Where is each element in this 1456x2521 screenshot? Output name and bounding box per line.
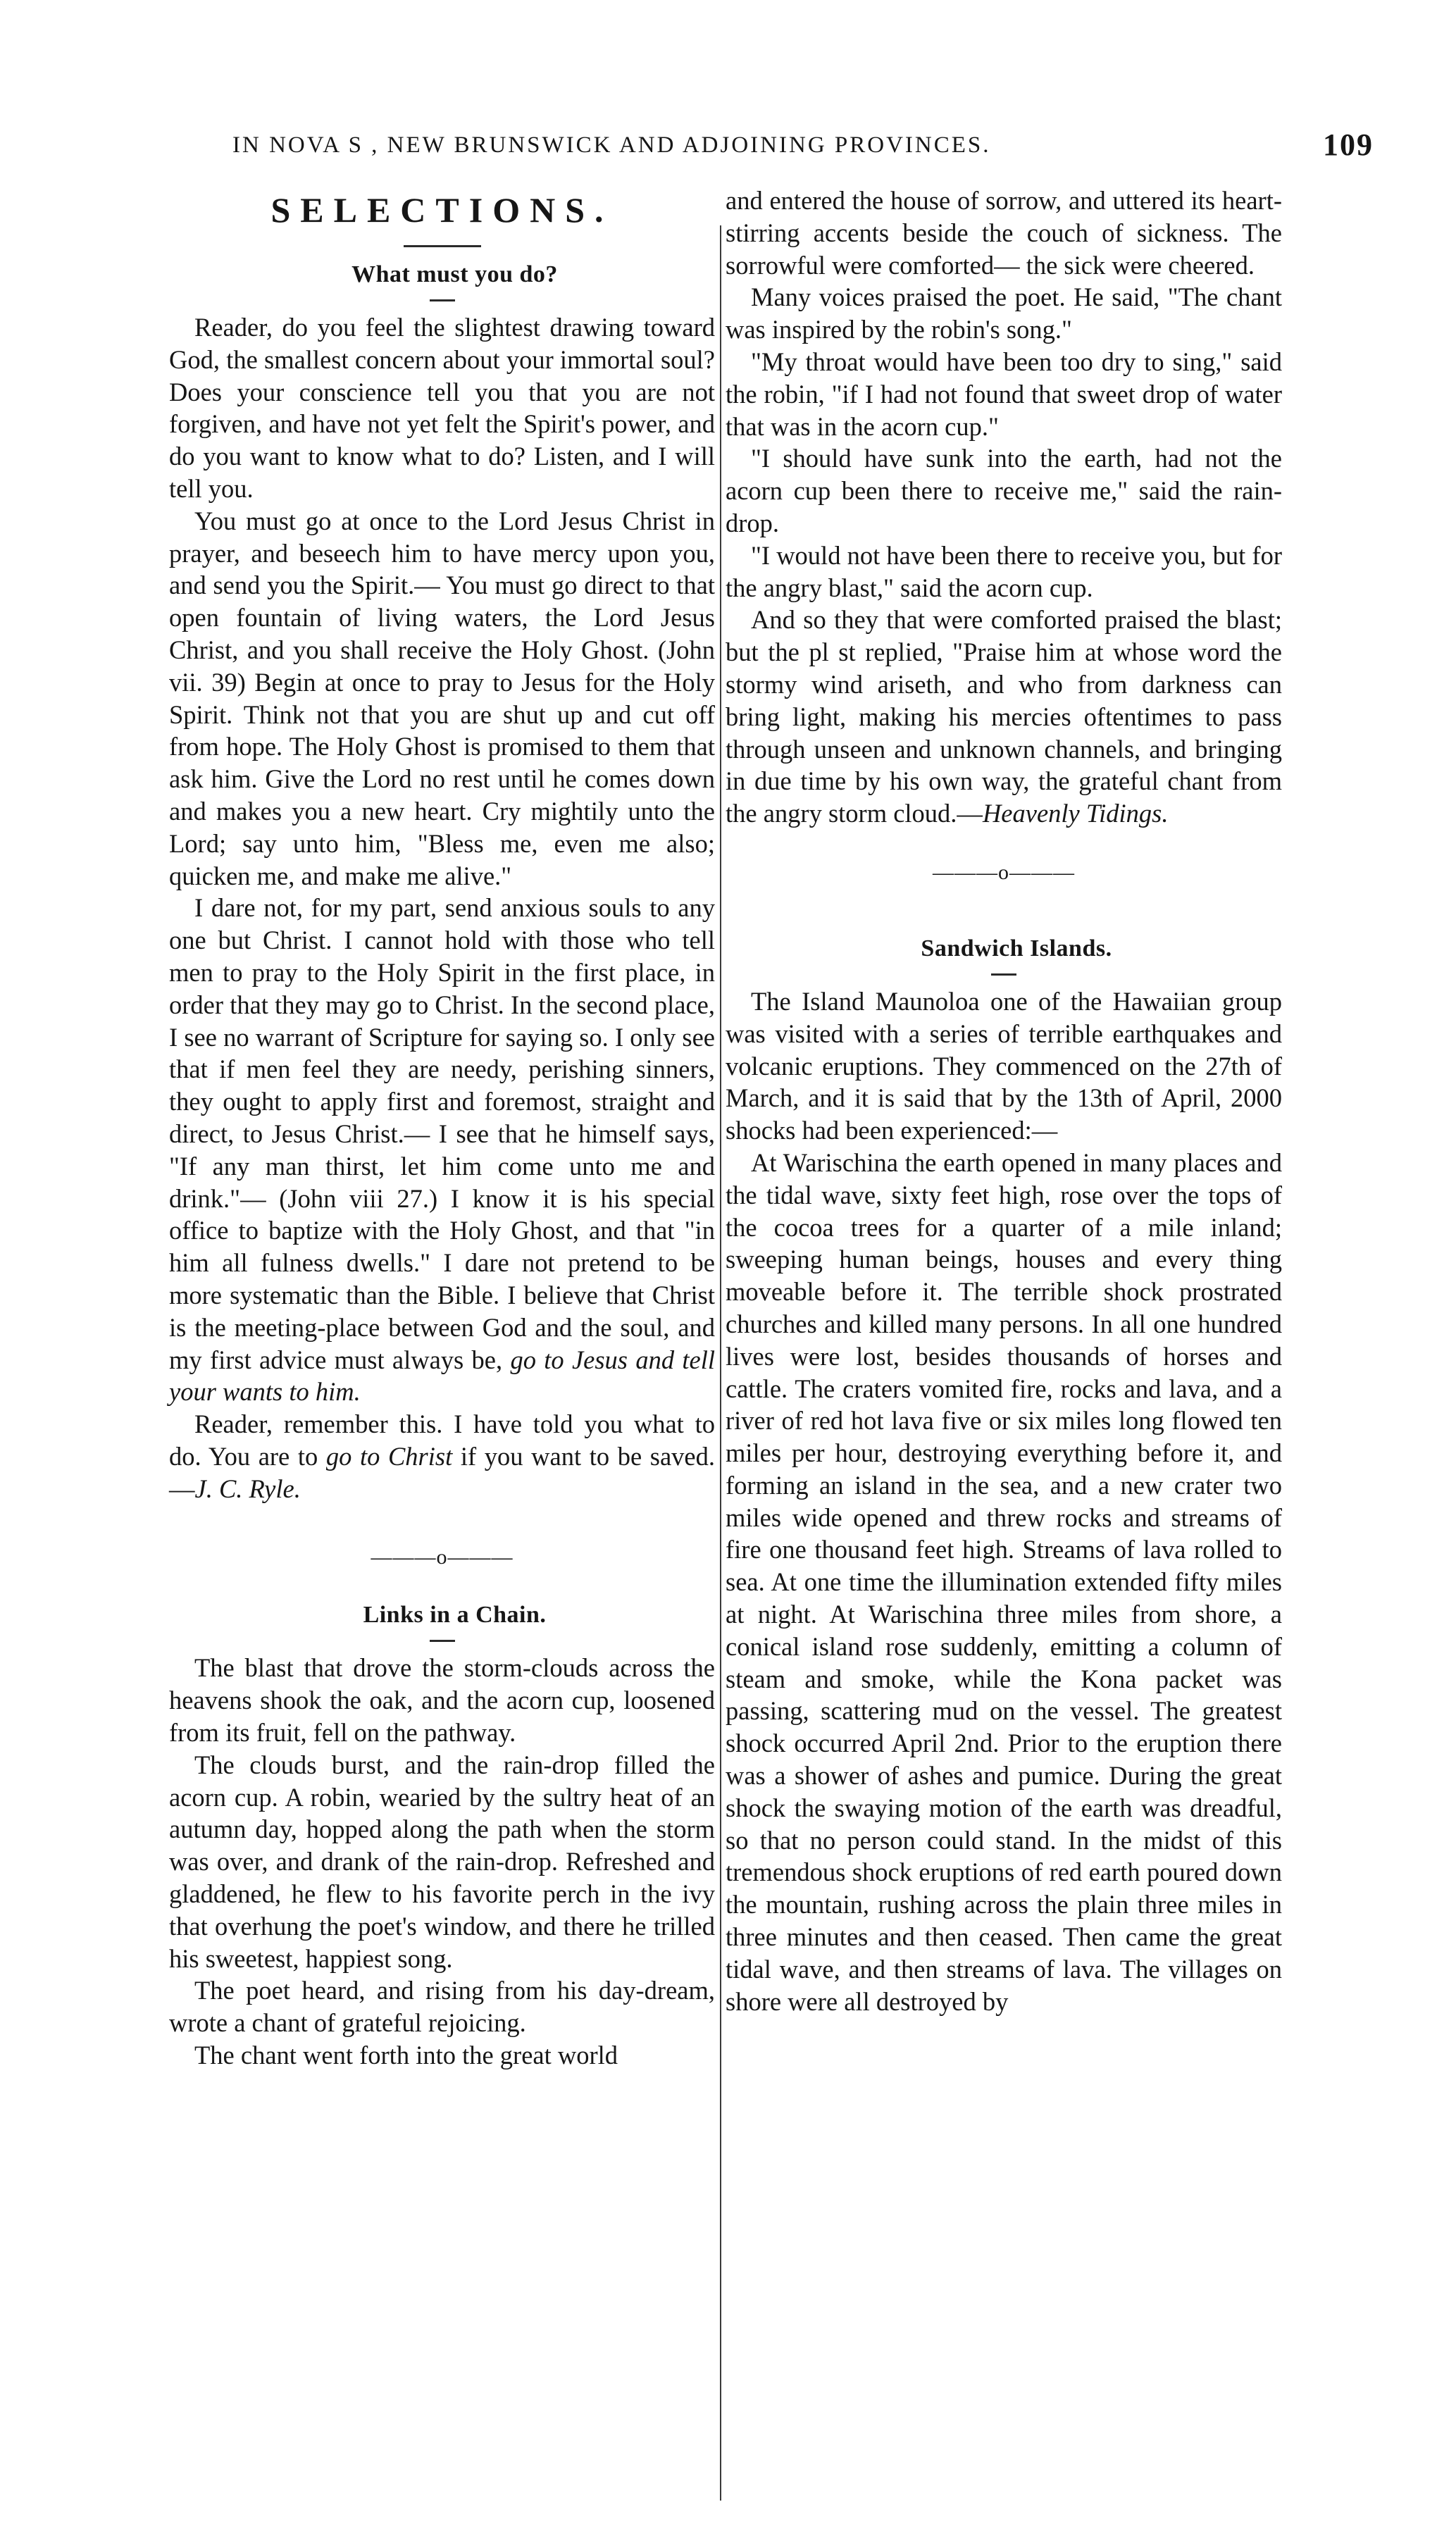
article-paragraph: "My throat would have been too dry to sing," said the robin, "if I had not found that sweet drop of water that was in the acorn cup." — [726, 347, 1282, 441]
article-paragraph: At Warischina the earth opened in many places and the tidal wave, sixty feet high, rose over the tops of the cocoa trees for a quarter of a mile inland; sweeping human beings, houses and every thing moveable before it. The terrible shock prostrated churches and killed many persons. In all one hundred lives were lost, besides thousands of horses and cattle. The craters vomited fire, rocks and lava, and a river of red hot lava five or six miles long flowed ten miles per hour, destroying everything before it, and forming an island in the sea, and a new crater two miles wide opened and threw rocks and streams of fire one thousand feet high. Streams of lava rolled to sea. At one time the illumination extended fifty miles at night. At Warischina three miles from shore, a conical island rose suddenly, emitting a column of steam and smoke, while the Kona packet was passing, scattering mud on the vessel. The greatest shock occurred April 2nd. Prior to the eruption there was a shower of ashes and pumice. During the great shock the swaying motion of the earth was dreadful, so that no person could stand. In the midst of this tremendous shock eruptions of red earth poured down the mountain, rushing across the plain three miles in three minutes and then ceased. Then came the great tidal wave, and then streams of lava. The villages on shore were all destroyed by — [726, 1147, 1282, 2016]
article-signature: Heavenly Tidings. — [982, 799, 1169, 828]
article-title-sandwich-islands: Sandwich Islands. — [921, 935, 1112, 961]
article-paragraph — [726, 604, 1282, 830]
left-column — [169, 185, 715, 2072]
article-paragraph — [169, 892, 715, 1408]
article-paragraph: You must go at once to the Lord Jesus Christ in prayer, and beseech him to have mercy upon you, and send you the Spirit.— You must go direct to that open fountain of living waters, the Lord Jesus Christ, and you shall receive the Holy Ghost. (John vii. 39) Begin at once to pray to Jesus for the Holy Spirit. Think not that you are shut up and cut off from hope. The Holy Ghost is promised to them that ask him. Give the Lord no rest until he comes down and makes you a new heart. Cry mightily unto the Lord; say unto him, "Bless me, even me also; quicken me, and make me alive." — [169, 506, 715, 890]
article-paragraph — [169, 1408, 715, 1505]
article-paragraph: The Island Maunoloa one of the Hawaiian group was visited with a series of terrible earthquakes and volcanic eruptions. They commenced on the 27th of March, and it is said that by the 13th of April, 2000 shocks had been experienced:— — [726, 986, 1282, 1145]
article-paragraph: The chant went forth into the great world — [194, 2041, 618, 2070]
article-paragraph: Many voices praised the poet. He said, "The chant was inspired by the robin's song." — [726, 282, 1282, 344]
title-rule — [430, 1640, 455, 1642]
running-head — [232, 127, 1374, 169]
italic-emphasis: go to Jesus and tell your wants to him. — [169, 1345, 716, 1407]
section-title: SELECTIONS. — [270, 190, 614, 230]
paragraph-text: I dare not, for my part, send anxious souls to any one but Christ. I cannot hold with those who tell men to pray to the Holy Spirit in the first place, in order that they may go to Christ. In the second place, I see no warrant of Scripture for saying so. I only see that if men feel they are needy, perishing sinners, they ought to apply first and foremost, straight and direct, to Jesus Christ.— I see that he himself says, "If any man thirst, let him come unto me and drink."— (John viii 27.) I know it is his special office to baptize with the Holy Ghost, and that "in him all fulness dwells." I dare not pretend to be more systematic than the Bible. I believe that Christ is the meeting-place between God and the soul, and my first advice must always be, — [169, 893, 715, 1374]
article-paragraph: The clouds burst, and the rain-drop filled the acorn cup. A robin, wearied by the sultry heat of an autumn day, hopped along the path when the storm was over, and drank of the rain-drop. Refreshed and gladdened, he flew to his favorite perch in the ivy that overhung the poet's window, and there he trilled his sweetest, happiest song. — [169, 1750, 715, 1973]
article-title-links-in-a-chain: Links in a Chain. — [363, 1602, 547, 1629]
section-rule — [404, 245, 481, 247]
section-divider: ———o——— — [933, 860, 1075, 884]
paragraph-text: Reader, remember this. I have told you what to do. You are to — [169, 1409, 715, 1471]
page-number: 109 — [1323, 127, 1374, 162]
running-head-text: IN NOVA S , NEW BRUNSWICK AND ADJOINING PROVINCES. — [232, 132, 991, 158]
article-paragraph: "I would not have been there to receive you, but for the angry blast," said the acorn cup. — [726, 540, 1282, 602]
italic-emphasis: go to Christ — [325, 1441, 453, 1471]
article-signature: J. C. Ryle. — [194, 1474, 301, 1503]
article-paragraph: The blast that drove the storm-clouds across the heavens shook the oak, and the acorn cup, loosened from its fruit, fell on the pathway. — [169, 1653, 715, 1748]
paragraph-text: And so they that were comforted praised the blast; but the pl st replied, "Praise him at whose word the stormy wind ariseth, and who from darkness can bring light, making his mercies oftentimes to pass through unseen and unknown channels, and bringing in due time by his own way, the grateful chant from the angry storm cloud.— — [726, 605, 1282, 828]
title-rule — [991, 973, 1016, 976]
article-paragraph: The poet heard, and rising from his day-dream, wrote a chant of grateful rejoicing. — [169, 1976, 715, 2038]
article-paragraph: Reader, do you feel the slightest drawing toward God, the smallest concern about your immortal soul? Does your conscience tell you that you are not forgiven, and have not yet felt the Spirit's power, and do you want to know what to do? Listen, and I will tell you. — [169, 313, 715, 503]
section-divider: ———o——— — [371, 1545, 514, 1569]
right-column — [726, 185, 1282, 2017]
article-title-what-must-you-do: What must you do? — [351, 261, 558, 287]
article-paragraph: and entered the house of sorrow, and uttered its heart-stirring accents beside the couch of sickness. The sorrowful were comforted— the sick were cheered. — [726, 186, 1282, 280]
paragraph-text: if you want to be saved.— — [169, 1441, 715, 1503]
title-rule — [430, 299, 455, 301]
article-paragraph: "I should have sunk into the earth, had not the acorn cup been there to receive me," said the rain-drop. — [726, 444, 1282, 537]
column-divider-rule — [720, 225, 721, 2501]
